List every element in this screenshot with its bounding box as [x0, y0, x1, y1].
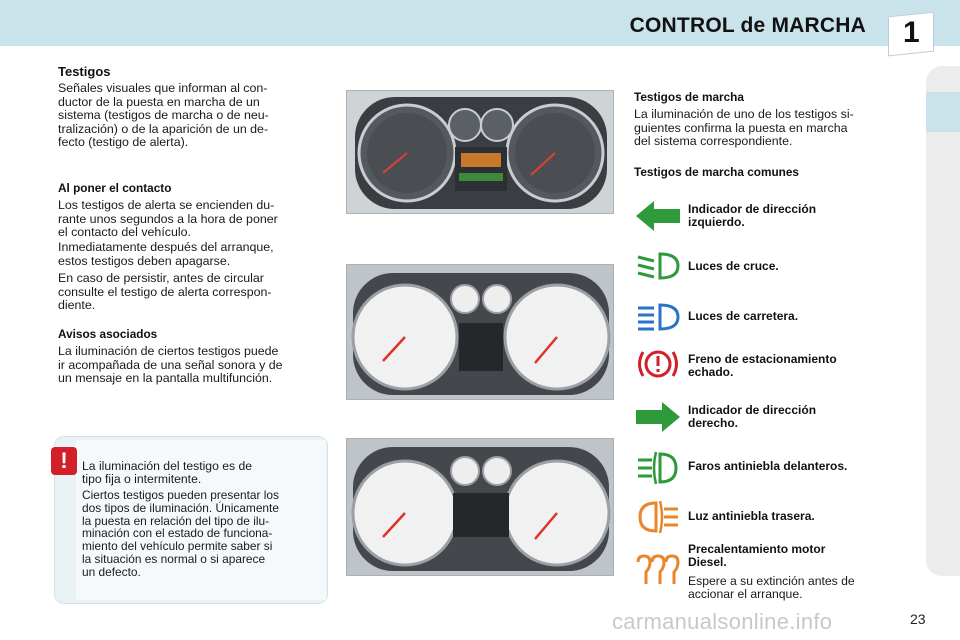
instrument-cluster-photo-3 [346, 438, 614, 576]
indicator-glow-plug-label: Precalentamiento motor Diesel. [688, 542, 826, 569]
dipped-beam-icon [632, 246, 684, 286]
glow-plug-icon [632, 550, 684, 590]
indicator-left-label: Indicador de dirección izquierdo. [688, 202, 817, 229]
testigos-heading: Testigos [58, 64, 111, 79]
front-fog-icon [632, 448, 684, 488]
contacto-text: Los testigos de alerta se encienden du- rante unos segundos a la hora de poner el contacto del vehículo. [58, 198, 278, 240]
parking-brake-icon [632, 344, 684, 384]
chapter-number: 1 [903, 16, 920, 49]
watermark: carmanualsonline.info [612, 609, 833, 634]
marcha-text: La iluminación de uno de los testigos si- guientes confirma la puesta en marcha del sistema correspondiente. [634, 107, 854, 149]
exclamation-icon: ! [51, 447, 77, 475]
contacto-heading: Al poner el contacto [58, 181, 172, 195]
persistir-text: En caso de persistir, antes de circular consulte el testigo de alerta correspon- diente. [58, 271, 272, 313]
main-beam-icon [632, 297, 684, 337]
alert-para-2: Ciertos testigos pueden presentar los dos tipos de iluminación. Únicamente la puesta en relación del tipo de ilu- minación con el estado de funciona- miento del vehículo permite saber si la situación es normal o si aparece un defecto. [82, 488, 279, 579]
indicator-rear-fog-label: Luz antiniebla trasera. [688, 509, 815, 523]
side-rail [926, 66, 960, 576]
instrument-cluster-photo-1 [346, 90, 614, 214]
page-title: CONTROL de MARCHA [629, 14, 866, 37]
arranque-text: Inmediatamente después del arranque, estos testigos deben apagarse. [58, 240, 274, 268]
indicator-parking-brake-label: Freno de estacionamiento echado. [688, 352, 837, 379]
indicator-main-beam-label: Luces de carretera. [688, 309, 799, 323]
indicator-front-fog-label: Faros antiniebla delanteros. [688, 459, 848, 473]
testigos-text: Señales visuales que informan al con- ductor de la puesta en marcha de un sistema (testigos de marcha o de neu- tralización) o de la aparición de un de- fecto (testigo de alerta). [58, 81, 269, 150]
avisos-text: La iluminación de ciertos testigos puede ir acompañada de una señal sonora y de un mensaje en la pantalla multifunción. [58, 344, 283, 386]
comunes-heading: Testigos de marcha comunes [634, 165, 799, 179]
indicator-dipped-label: Luces de cruce. [688, 259, 779, 273]
indicator-glow-plug-desc: Espere a su extinción antes de accionar el arranque. [688, 574, 855, 601]
marcha-heading: Testigos de marcha [634, 90, 744, 104]
rear-fog-icon [632, 497, 684, 537]
right-arrow-icon [632, 397, 684, 437]
page-number: 23 [910, 611, 926, 627]
instrument-cluster-photo-2 [346, 264, 614, 400]
indicator-right-label: Indicador de dirección derecho. [688, 403, 817, 430]
alert-para-1: La iluminación del testigo es de tipo fija o intermitente. [82, 459, 253, 486]
side-rail-active [926, 92, 960, 132]
avisos-heading: Avisos asociados [58, 327, 158, 341]
left-arrow-icon [632, 196, 684, 236]
